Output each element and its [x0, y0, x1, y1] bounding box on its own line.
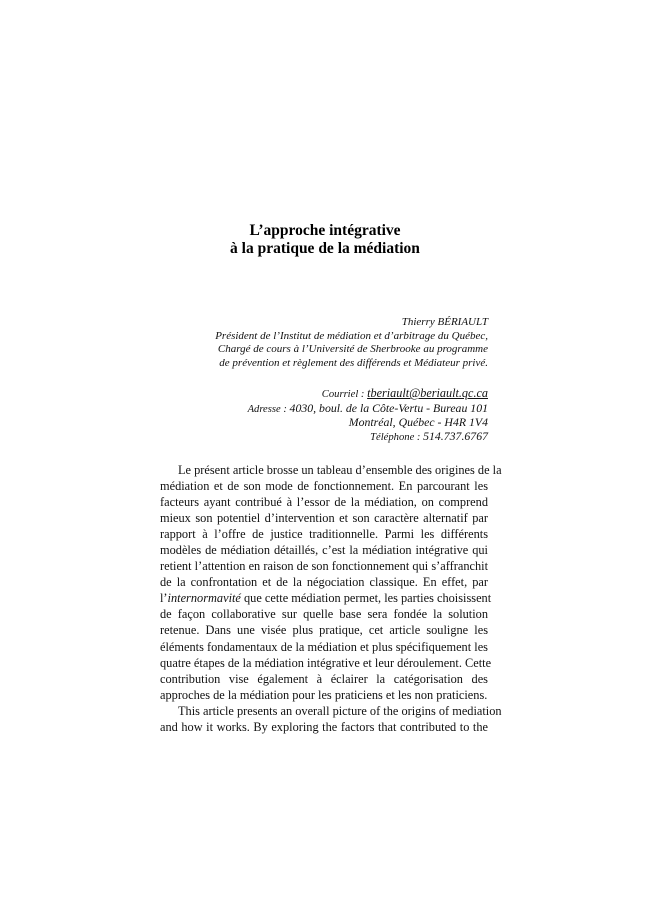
- abstract-line: éléments fondamentaux de la médiation et plus spécifiquement les: [160, 639, 488, 654]
- line-suffix: que cette médiation permet, les parties choisissent: [240, 591, 492, 606]
- italic-term: internormavité: [167, 591, 241, 606]
- abstract-line-internormativite: [160, 590, 492, 606]
- abstract-line: médiation et de son mode de fonctionnement. En parcourant les: [160, 479, 488, 494]
- address-line-1: 4030, boul. de la Côte-Vertu - Bureau 101: [289, 400, 488, 415]
- phone-value: 514.737.6767: [423, 428, 488, 443]
- author-affiliation-line-3: de prévention et règlement des différends et Médiateur privé.: [219, 356, 488, 369]
- abstract-line: Le présent article brosse un tableau d’ensemble des origines de la: [178, 463, 502, 477]
- author-affiliation-line-2: Chargé de cours à l’Université de Sherbrooke au programme: [217, 343, 488, 356]
- abstract-line: This article presents an overall picture of the origins of mediation: [178, 703, 502, 718]
- article-title-line-2: à la pratique de la médiation: [230, 240, 420, 257]
- abstract-line: retenue. Dans une visée plus pratique, cet article souligne les: [160, 623, 488, 638]
- abstract-line: and how it works. By exploring the factors that contributed to the: [160, 719, 488, 734]
- email-link[interactable]: tberiault@beriault.qc.ca: [367, 386, 488, 400]
- article-title: [160, 222, 490, 258]
- abstract-line: contribution vise également à éclairer la catégorisation des: [160, 671, 488, 686]
- author-block: [158, 316, 488, 370]
- abstract-english-paragraph: [160, 703, 502, 735]
- abstract-line: facteurs ayant contribué à l’essor de la médiation, on comprend: [160, 495, 488, 510]
- address-line-2: Montréal, Québec - H4R 1V4: [348, 415, 488, 430]
- email-label: Courriel :: [321, 389, 368, 400]
- article-title-line-1: L’approche intégrative: [249, 222, 401, 239]
- abstract-line: modèles de médiation détaillés, c’est la médiation intégrative qui: [160, 543, 488, 558]
- abstract-line: rapport à l’offre de justice traditionnelle. Parmi les différents: [160, 527, 488, 542]
- address-row: [158, 402, 488, 417]
- author-affiliation-line-1: Président de l’Institut de médiation et d’arbitrage du Québec,: [215, 329, 488, 342]
- contact-block: [158, 387, 488, 444]
- phone-row: [158, 430, 488, 445]
- abstract: [160, 462, 502, 735]
- abstract-line: de façon collaborative sur quelle base sera fondée la solution: [160, 607, 488, 622]
- abstract-line: retient l’attention en raison de son fonctionnement qui s’affranchit: [160, 559, 488, 574]
- address-label: Adresse :: [247, 403, 290, 415]
- phone-label: Téléphone :: [370, 431, 424, 443]
- line-prefix: l’: [160, 591, 168, 606]
- abstract-line: approches de la médiation pour les praticiens et les non praticiens.: [160, 687, 488, 702]
- abstract-french-paragraph: [160, 462, 502, 703]
- abstract-line: quatre étapes de la médiation intégrative et leur déroulement. Cette: [160, 655, 492, 670]
- email-row: [158, 387, 488, 402]
- abstract-line: de la confrontation et de la négociation classique. En effet, par: [160, 575, 488, 590]
- author-name: Thierry BÉRIAULT: [401, 316, 488, 328]
- abstract-line: mieux son potentiel d’intervention et son caractère alternatif par: [160, 511, 488, 526]
- address-row-2: [158, 416, 488, 430]
